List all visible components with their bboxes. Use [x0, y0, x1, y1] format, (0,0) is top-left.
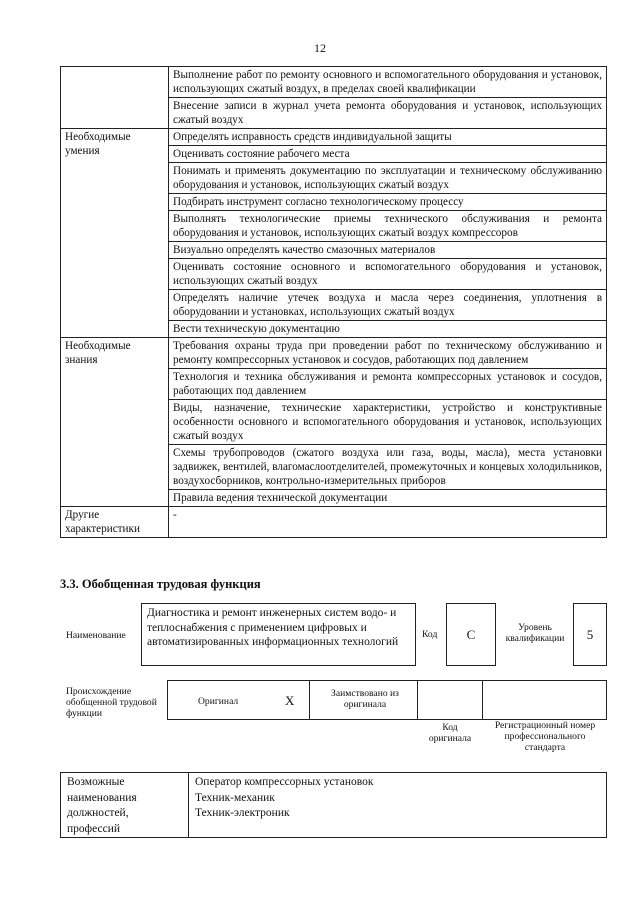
skill-cell: Подбирать инструмент согласно технологическому процессу	[169, 194, 607, 211]
positions-label: Возможные наименования должностей, профессий	[67, 776, 137, 835]
action-cell: Выполнение работ по ремонту основного и вспомогательного оборудования и установок, использующих сжатый воздух, в пределах своей квалификации	[169, 67, 607, 98]
code-label: Код	[422, 629, 438, 640]
competence-table	[60, 66, 607, 538]
knowledge-cell: Требования охраны труда при проведении работ по техническому обслуживанию и ремонту компрессорных установок и сосудов, работающих под давлением	[169, 338, 607, 369]
knowledge-label: Необходимые знания	[61, 338, 169, 507]
origin-grid	[167, 680, 607, 720]
knowledge-cell: Правила ведения технической документации	[169, 490, 607, 507]
skill-cell: Определять наличие утечек воздуха и масла через соединения, уплотнения в оборудовании и установках, использующих сжатый воздух	[169, 290, 607, 321]
level-label: Уровень квалификации	[505, 622, 565, 644]
reg-number-caption: Регистрационный номер профессионального стандарта	[494, 720, 596, 753]
table-row	[61, 507, 607, 538]
original-label: Оригинал	[198, 696, 239, 707]
skill-cell: Понимать и применять документацию по эксплуатации и техническому обслуживанию оборудования и установок, использующих сжатый воздух	[169, 163, 607, 194]
other-label: Другие характеристики	[61, 507, 169, 538]
knowledge-cell: Технология и техника обслуживания и ремонта компрессорных установок и сосудов, работающих под давлением	[169, 369, 607, 400]
skill-cell: Определять исправность средств индивидуальной защиты	[169, 129, 607, 146]
skill-cell: Вести техническую документацию	[169, 321, 607, 338]
name-label: Наименование	[66, 630, 126, 641]
name-value: Диагностика и ремонт инженерных систем водо- и теплоснабжения с применением цифровых и автоматизированных информационных технологий	[141, 603, 416, 666]
skill-cell: Оценивать состояние рабочего места	[169, 146, 607, 163]
code-value: С	[446, 603, 496, 666]
positions-table	[60, 772, 607, 838]
knowledge-cell: Схемы трубопроводов (сжатого воздуха или газа, воды, масла), места установки задвижек, вентилей, влагомаслоотделителей, промежуточных и концевых холодильников, воздухосборников, контрольно-измерительных приборов	[169, 445, 607, 490]
skills-label: Необходимые умения	[61, 129, 169, 338]
level-value: 5	[573, 603, 607, 666]
original-code-caption: Код оригинала	[428, 722, 472, 744]
divider	[188, 773, 189, 837]
table-row	[61, 129, 607, 146]
divider	[417, 681, 418, 719]
position-item: Оператор компрессорных установок	[195, 776, 374, 788]
position-item: Техник-электроник	[195, 807, 290, 819]
page-number: 12	[314, 41, 326, 55]
other-value: -	[169, 507, 607, 538]
divider	[482, 681, 483, 719]
origin-label: Происхождение обобщенной трудовой функции	[66, 686, 157, 719]
original-mark: X	[285, 693, 295, 708]
borrowed-label: Заимствовано из оригинала	[331, 688, 399, 710]
action-cell: Внесение записи в журнал учета ремонта оборудования и установок, использующих сжатый воздух	[169, 98, 607, 129]
table-row	[61, 67, 607, 98]
table-row	[61, 338, 607, 369]
row-label-empty	[61, 67, 169, 129]
knowledge-cell: Виды, назначение, технические характеристики, устройство и конструктивные особенности основного и вспомогательного оборудования и установок, использующих сжатый воздух	[169, 400, 607, 445]
skill-cell: Оценивать состояние основного и вспомогательного оборудования и установок, использующих сжатый воздух	[169, 259, 607, 290]
positions-list	[195, 775, 373, 822]
divider	[309, 681, 310, 719]
skill-cell: Визуально определять качество смазочных материалов	[169, 242, 607, 259]
position-item: Техник-механик	[195, 791, 275, 804]
section-title: 3.3. Обобщенная трудовая функция	[60, 577, 261, 591]
skill-cell: Выполнять технологические приемы технического обслуживания и ремонта оборудования и установок, использующих сжатый воздух компрессоров	[169, 211, 607, 242]
